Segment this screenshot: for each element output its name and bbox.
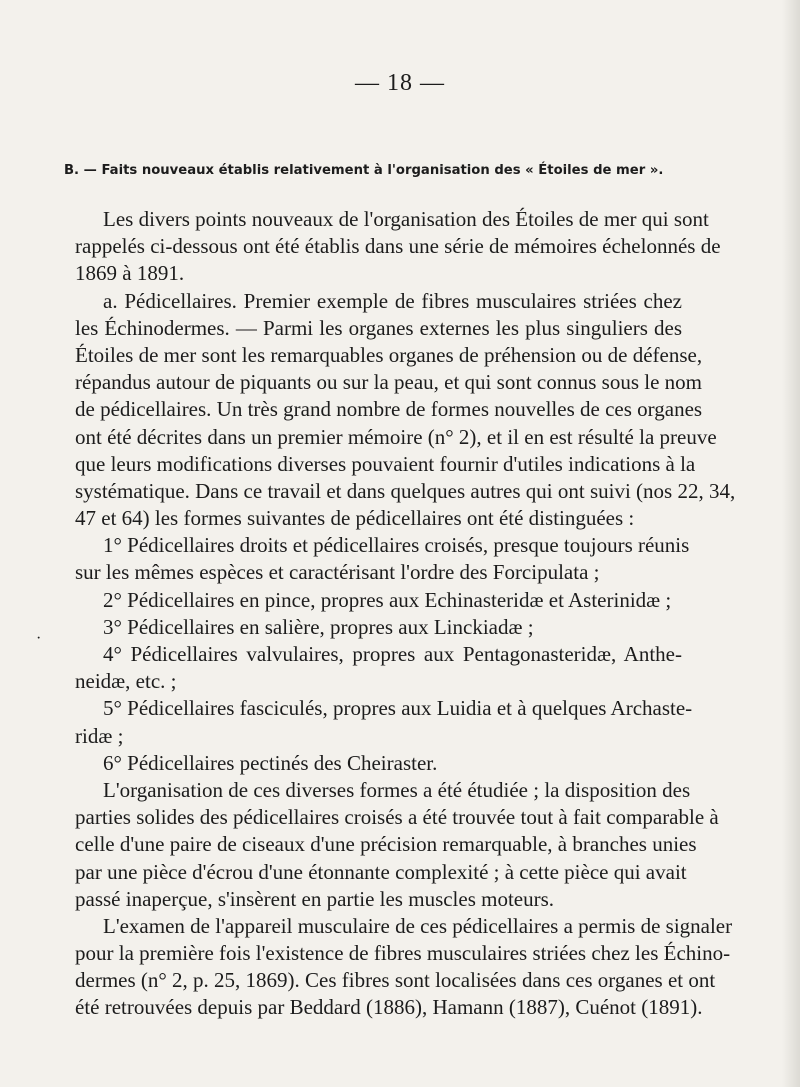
text-line: celle d'une paire de ciseaux d'une précision remarquable, à branches unies: [75, 832, 697, 857]
text-line: L'organisation de ces diverses formes a été étudiée ; la disposition des: [103, 777, 691, 802]
text-line: de pédicellaires. Un très grand nombre de formes nouvelles de ces organes: [75, 397, 703, 422]
text-line: parties solides des pédicellaires croisés a été trouvée tout à fait comparable à: [75, 805, 719, 830]
section-label: B. —: [64, 163, 97, 178]
text-line: pour la première fois l'existence de fibres musculaires striées chez les Échino-: [75, 941, 731, 966]
body-text: [75, 206, 736, 1022]
text-line: dermes (n° 2, p. 25, 1869). Ces fibres sont localisées dans ces organes et ont: [75, 968, 716, 993]
margin-mark: ·: [36, 630, 42, 647]
text-line: été retrouvées depuis par Beddard (1886), Hamann (1887), Cuénot (1891).: [75, 995, 703, 1020]
list-item: 6° Pédicellaires pectinés des Cheiraster.: [103, 750, 438, 775]
list-item: 1° Pédicellaires droits et pédicellaires croisés, presque toujours réunis: [103, 533, 690, 558]
text-line: a. Pédicellaires. Premier exemple de fibres musculaires striées chez: [103, 288, 682, 313]
list-item: 3° Pédicellaires en salière, propres aux Linckiadæ ;: [103, 614, 534, 639]
text-line: Les divers points nouveaux de l'organisation des Étoiles de mer qui sont: [103, 207, 709, 231]
list-item: 4° Pédicellaires valvulaires, propres aux Pentagonasteridæ, Anthe-: [103, 642, 682, 666]
section-title-text: Faits nouveaux établis relativement à l'organisation des « Étoiles de mer ».: [101, 163, 664, 178]
text-line: Étoiles de mer sont les remarquables organes de préhension ou de défense,: [75, 342, 703, 367]
text-line: que leurs modifications diverses pouvaient fournir d'utiles indications à la: [75, 451, 696, 476]
text-line: ont été décrites dans un premier mémoire (n° 2), et il en est résulté la preuve: [75, 424, 717, 449]
text-line: 1869 à 1891.: [75, 261, 185, 286]
text-line: ridæ ;: [75, 723, 124, 748]
text-line: neidæ, etc. ;: [75, 669, 177, 694]
text-line: L'examen de l'appareil musculaire de ces pédicellaires a permis de signaler: [103, 913, 733, 938]
page-edge-shadow: [782, 0, 800, 1087]
text-line: sur les mêmes espèces et caractérisant l'ordre des Forcipulata ;: [75, 560, 600, 585]
text-line: systématique. Dans ce travail et dans quelques autres qui ont suivi (nos 22, 34,: [75, 478, 736, 503]
text-line: passé inaperçue, s'insèrent en partie les muscles moteurs.: [75, 886, 555, 911]
section-heading: [64, 163, 744, 178]
list-item: 2° Pédicellaires en pince, propres aux Echinasteridæ et Asterinidæ ;: [103, 587, 672, 612]
list-item: 5° Pédicellaires fasciculés, propres aux Luidia et à quelques Archaste-: [103, 696, 693, 721]
page-number: — 18 —: [355, 70, 445, 96]
text-line: par une pièce d'écrou d'une étonnante complexité ; à cette pièce qui avait: [75, 859, 687, 884]
text-line: rappelés ci-dessous ont été établis dans une série de mémoires échelonnés de: [75, 234, 721, 259]
text-line: répandus autour de piquants ou sur la peau, et qui sont connus sous le nom: [75, 370, 702, 395]
text-line: 47 et 64) les formes suivantes de pédicellaires ont été distinguées :: [75, 506, 635, 531]
text-line: les Échinodermes. — Parmi les organes externes les plus singuliers des: [75, 315, 682, 340]
